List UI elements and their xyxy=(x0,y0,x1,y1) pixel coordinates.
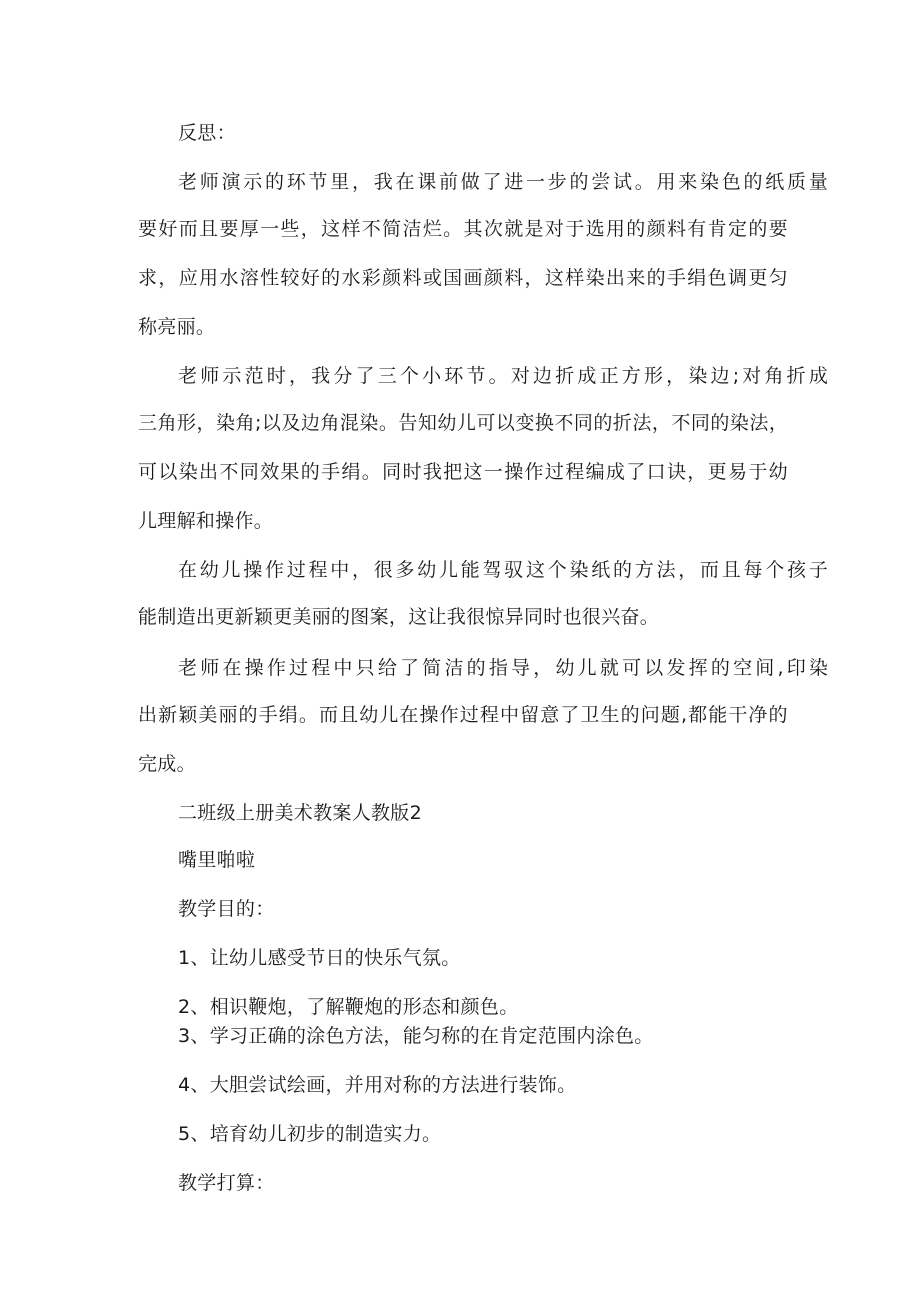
paragraph-1-line-4: 称亮丽。 xyxy=(138,316,216,338)
teaching-plan-heading: 教学打算： xyxy=(178,1172,275,1194)
paragraph-3-line-2: 能制造出更新颖更美丽的图案，这让我很惊异同时也很兴奋。 xyxy=(138,606,660,628)
paragraph-1-line-1: 老 师 演 示 的 环 节 里 ， 我 在 课 前 做 了 进 一 步 的 尝 试 。 用 来 染 色 的 纸 质 量 xyxy=(178,171,828,193)
paragraph-4-line-1: 老 师 在 操 作 过 程 中 只 给 了 简 洁 的 指 导 ， 幼 儿 就 可 以 发 挥 的 空 间 , 印 染 xyxy=(178,657,828,679)
paragraph-2-line-4: 儿理解和操作。 xyxy=(138,510,274,532)
paragraph-4-line-2: 出 新 颖 美 丽 的 手 绢 。 而 且 幼 儿 在 操 作 过 程 中 留 意 了 卫 生 的 问 题 , 都 能 干 净 的 xyxy=(138,704,788,726)
goal-item-2: 2、相识鞭炮，了解鞭炮的形态和颜色。 xyxy=(178,996,519,1018)
section-title: 二班级上册美术教案人教版2 xyxy=(178,802,422,824)
paragraph-4-line-3: 完成。 xyxy=(138,753,196,775)
paragraph-2-line-1: 老 师 示 范 时 ， 我 分 了 三 个 小 环 节 。 对 边 折 成 正 方 形 ， 染 边 ; 对 角 折 成 xyxy=(178,365,828,387)
goal-item-5: 5、培育幼儿初步的制造实力。 xyxy=(178,1123,442,1145)
lesson-name: 嘴里啪啦 xyxy=(178,849,256,871)
paragraph-3-line-1: 在 幼 儿 操 作 过 程 中 ， 很 多 幼 儿 能 驾 驭 这 个 染 纸 的 方 法 ， 而 且 每 个 孩 子 xyxy=(178,559,828,581)
reflection-heading: 反思： xyxy=(178,122,236,144)
paragraph-2-line-3: 可 以 染 出 不 同 效 果 的 手 绢 。 同 时 我 把 这 一 操 作 过 程 编 成 了 口 诀 ， 更 易 于 幼 xyxy=(138,461,788,483)
goal-item-3: 3、学习正确的涂色方法，能匀称的在肯定范围内涂色。 xyxy=(178,1025,654,1047)
goal-item-1: 1、让幼儿感受节日的快乐气氛。 xyxy=(178,947,461,969)
paragraph-2-line-2: 三 角 形 ， 染 角 ; 以 及 边 角 混 染 。 告 知 幼 儿 可 以 变 换 不 同 的 折 法 ， 不 同 的 染 法 ， xyxy=(138,412,788,434)
paragraph-1-line-3: 求 ， 应 用 水 溶 性 较 好 的 水 彩 颜 料 或 国 画 颜 料 ， 这 样 染 出 来 的 手 绢 色 调 更 匀 xyxy=(138,267,788,289)
paragraph-1-line-2: 要 好 而 且 要 厚 一 些 ， 这 样 不 简 洁 烂 。 其 次 就 是 对 于 选 用 的 颜 料 有 肯 定 的 要 xyxy=(138,218,788,240)
goal-item-4: 4、大胆尝试绘画，并用对称的方法进行装饰。 xyxy=(178,1074,577,1096)
teaching-goal-heading: 教学目的： xyxy=(178,898,275,920)
